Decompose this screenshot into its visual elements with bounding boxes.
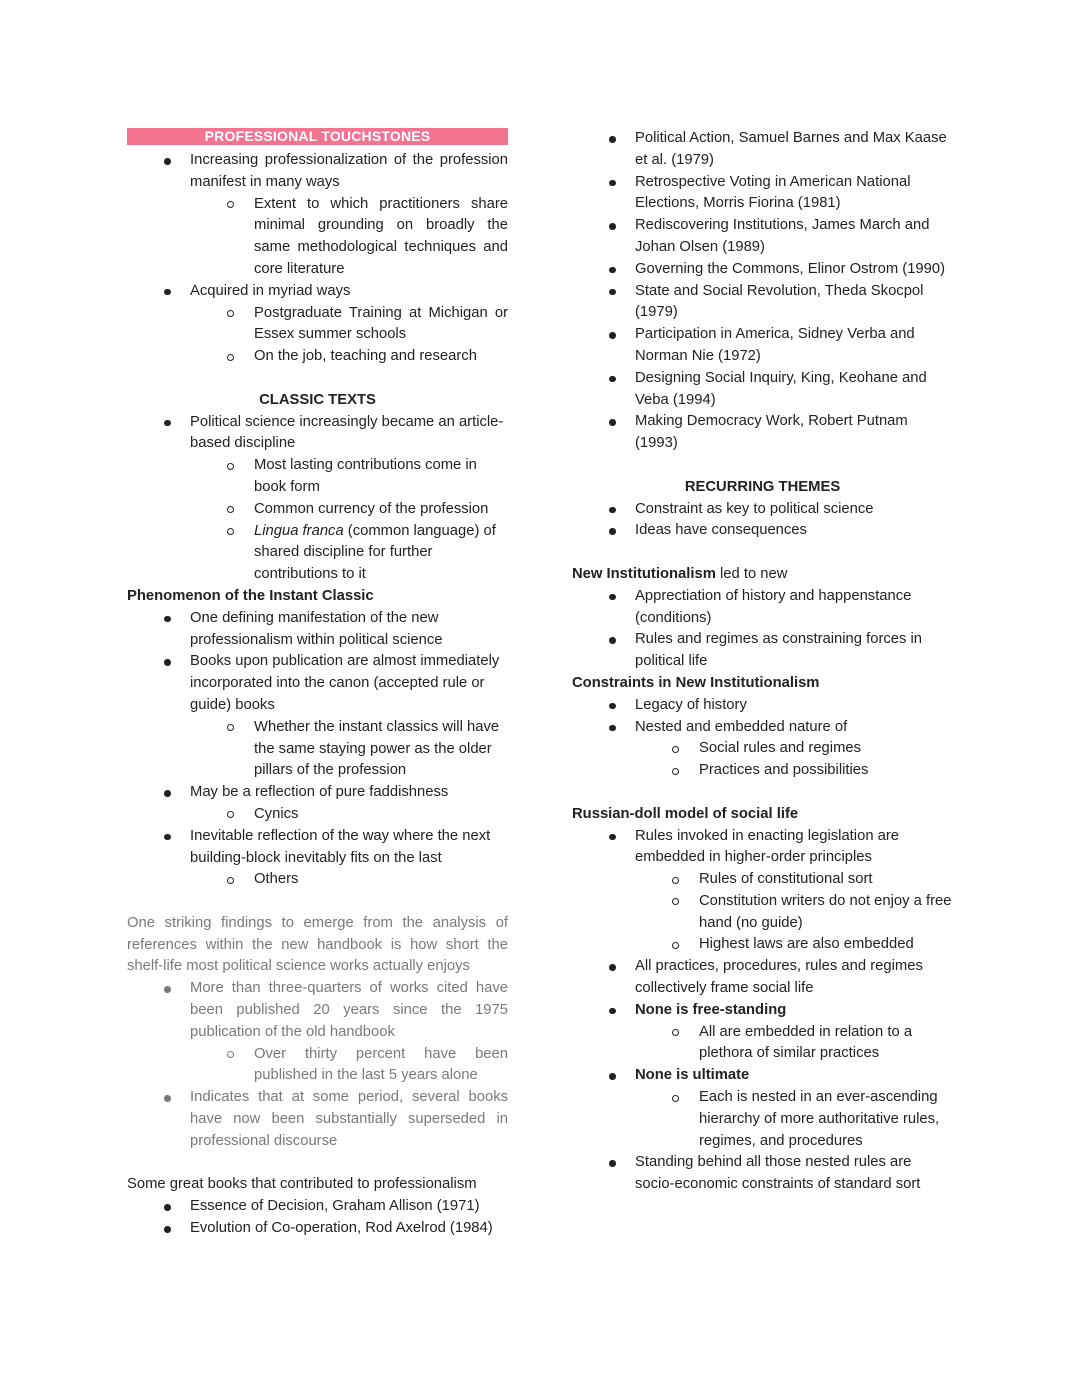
text: None is ultimate bbox=[635, 1067, 750, 1084]
bullet-icon bbox=[164, 420, 171, 427]
sub-list-item bbox=[572, 891, 953, 935]
text-run: led to new bbox=[715, 565, 788, 582]
spacer bbox=[127, 1153, 508, 1175]
list-item bbox=[127, 978, 508, 1043]
text: Whether the instant classics will have the same staying power as the older pillars of the profession bbox=[254, 718, 500, 779]
bullet-icon bbox=[164, 834, 171, 841]
subsection-heading bbox=[127, 586, 508, 608]
list-item bbox=[127, 782, 508, 804]
bullet-icon bbox=[609, 267, 616, 274]
sub-list-item bbox=[572, 1087, 953, 1152]
list-item bbox=[127, 651, 508, 716]
text: Rules invoked in enacting legislation are embedded in higher-order principles bbox=[635, 827, 900, 866]
bullet-icon bbox=[609, 594, 616, 601]
list-item bbox=[572, 411, 953, 455]
subsection-heading bbox=[572, 804, 953, 826]
bullet-icon bbox=[609, 1008, 616, 1015]
right-column bbox=[572, 128, 953, 1196]
sub-bullet-icon bbox=[672, 898, 679, 905]
text: Rediscovering Institutions, James March and Johan Olsen (1989) bbox=[635, 217, 930, 255]
text-run: New Institutionalism bbox=[572, 565, 716, 582]
sub-bullet-icon bbox=[227, 354, 234, 361]
text: Constraints in New Institutionalism bbox=[572, 674, 820, 691]
sub-bullet-icon bbox=[227, 528, 234, 535]
sub-bullet-icon bbox=[227, 811, 234, 818]
sub-bullet-icon bbox=[227, 724, 234, 731]
text: Common currency of the profession bbox=[254, 500, 489, 517]
list-item bbox=[572, 128, 953, 172]
text: Most lasting contributions come in book form bbox=[254, 457, 477, 495]
text: Rules and regimes as constraining forces in political life bbox=[635, 631, 923, 670]
text: Some great books that contributed to professionalism bbox=[127, 1176, 477, 1193]
text: Russian-doll model of social life bbox=[572, 805, 799, 822]
text: Increasing professionalization of the profession manifest in many ways bbox=[190, 152, 508, 190]
list-item bbox=[572, 1000, 953, 1022]
list-item bbox=[127, 1087, 508, 1152]
spacer bbox=[572, 542, 953, 564]
text: Books upon publication are almost immediately incorporated into the canon (accepted rule or guide) books bbox=[190, 653, 500, 713]
list-item bbox=[572, 1152, 953, 1196]
spacer bbox=[572, 455, 953, 477]
bullet-icon bbox=[164, 616, 171, 623]
bullet-icon bbox=[164, 289, 171, 296]
text: Retrospective Voting in American National Elections, Morris Fiorina (1981) bbox=[635, 173, 911, 212]
list-item bbox=[572, 499, 953, 521]
text: Each is nested in an ever-ascending hierarchy of more authoritative rules, regimes, and procedures bbox=[699, 1089, 940, 1149]
bullet-icon bbox=[609, 964, 616, 971]
list-item bbox=[572, 717, 953, 739]
text: Governing the Commons, Elinor Ostrom (1990) bbox=[635, 260, 946, 277]
text: Apprectiation of history and happenstance (conditions) bbox=[635, 587, 912, 626]
bullet-icon bbox=[609, 376, 616, 383]
text: Postgraduate Training at Michigan or Essex summer schools bbox=[254, 304, 508, 343]
sub-bullet-icon bbox=[227, 463, 234, 470]
text: Participation in America, Sidney Verba and Norman Nie (1972) bbox=[635, 326, 915, 364]
sub-bullet-icon bbox=[672, 1029, 679, 1036]
list-item bbox=[572, 956, 953, 1000]
bullet-icon bbox=[609, 507, 616, 514]
text: None is free-standing bbox=[635, 1001, 787, 1018]
sub-bullet-icon bbox=[227, 1051, 234, 1058]
list-item bbox=[127, 281, 508, 303]
sub-list-item bbox=[127, 455, 508, 499]
text: Indicates that at some period, several books have now been substantially superseded in professional discourse bbox=[190, 1089, 508, 1149]
bullet-icon bbox=[164, 790, 171, 797]
sub-list-item bbox=[572, 760, 953, 782]
bullet-icon bbox=[164, 158, 171, 165]
list-item bbox=[127, 826, 508, 870]
text: One striking findings to emerge from the analysis of references within the new handbook is how short the shelf-life most political science works actually enjoys bbox=[127, 914, 508, 975]
list-item bbox=[572, 324, 953, 368]
bullet-icon bbox=[609, 1160, 616, 1167]
text: Constitution writers do not enjoy a free hand (no guide) bbox=[699, 892, 952, 931]
text: Evolution of Co-operation, Rod Axelrod (1984) bbox=[190, 1220, 493, 1237]
text: May be a reflection of pure faddishness bbox=[190, 784, 449, 801]
list-item bbox=[127, 1218, 508, 1240]
spacer bbox=[127, 368, 508, 390]
text: All are embedded in relation to a plethora of similar practices bbox=[699, 1023, 913, 1062]
bullet-icon bbox=[609, 637, 616, 644]
text: Essence of Decision, Graham Allison (1971) bbox=[190, 1198, 480, 1215]
bullet-icon bbox=[609, 332, 616, 339]
list-item bbox=[572, 259, 953, 281]
list-item bbox=[572, 368, 953, 412]
bullet-icon bbox=[609, 136, 616, 143]
list-item bbox=[127, 150, 508, 194]
sub-bullet-icon bbox=[672, 768, 679, 775]
text: RECURRING THEMES bbox=[684, 478, 841, 495]
bullet-icon bbox=[609, 725, 616, 732]
left-column bbox=[127, 128, 508, 1240]
list-item bbox=[572, 281, 953, 325]
sub-bullet-icon bbox=[227, 506, 234, 513]
text: Standing behind all those nested rules are socio-economic constraints of standard sort bbox=[635, 1154, 921, 1193]
text: Phenomenon of the Instant Classic bbox=[127, 587, 374, 604]
list-item bbox=[572, 1065, 953, 1087]
sub-bullet-icon bbox=[672, 1095, 679, 1102]
text: Ideas have consequences bbox=[635, 522, 807, 539]
section-heading bbox=[572, 477, 953, 499]
sub-list-item bbox=[127, 303, 508, 347]
sub-list-item bbox=[572, 934, 953, 956]
text: Constraint as key to political science bbox=[635, 500, 874, 517]
bullet-icon bbox=[164, 1095, 171, 1102]
bullet-icon bbox=[609, 528, 616, 535]
text: All practices, procedures, rules and regimes collectively frame social life bbox=[635, 958, 923, 997]
bullet-icon bbox=[609, 703, 616, 710]
sub-list-item bbox=[127, 521, 508, 586]
sub-list-item bbox=[127, 499, 508, 521]
sub-list-item bbox=[127, 1044, 508, 1088]
bullet-icon bbox=[164, 659, 171, 666]
subsection-heading bbox=[572, 564, 953, 586]
bullet-icon bbox=[609, 180, 616, 187]
section-banner bbox=[127, 128, 508, 145]
sub-list-item bbox=[127, 717, 508, 782]
section-heading bbox=[127, 390, 508, 412]
sub-bullet-icon bbox=[227, 877, 234, 884]
text: On the job, teaching and research bbox=[254, 348, 477, 365]
sub-bullet-icon bbox=[672, 877, 679, 884]
subsection-heading bbox=[572, 673, 953, 695]
sub-list-item bbox=[127, 194, 508, 281]
list-item bbox=[572, 172, 953, 216]
bullet-icon bbox=[609, 834, 616, 841]
sub-bullet-icon bbox=[672, 746, 679, 753]
sub-list-item bbox=[572, 738, 953, 760]
text: Nested and embedded nature of bbox=[635, 718, 848, 735]
list-item bbox=[127, 412, 508, 456]
text: Political Action, Samuel Barnes and Max Kaase et al. (1979) bbox=[635, 130, 947, 168]
list-item bbox=[572, 629, 953, 673]
text: One defining manifestation of the new professionalism within political science bbox=[190, 609, 443, 648]
text: Social rules and regimes bbox=[699, 740, 862, 757]
text: Over thirty percent have been published in the last 5 years alone bbox=[254, 1045, 508, 1084]
bullet-icon bbox=[164, 1226, 171, 1233]
text: Making Democracy Work, Robert Putnam (1993) bbox=[635, 413, 908, 452]
list-item bbox=[572, 586, 953, 630]
text: Rules of constitutional sort bbox=[699, 871, 873, 888]
spacer bbox=[572, 782, 953, 804]
list-item bbox=[572, 215, 953, 259]
sub-list-item bbox=[572, 869, 953, 891]
text: Extent to which practitioners share minimal grounding on broadly the same methodological techniques and core literature bbox=[254, 195, 508, 277]
text: State and Social Revolution, Theda Skocpol (1979) bbox=[635, 282, 924, 321]
bullet-icon bbox=[164, 1204, 171, 1211]
bullet-icon bbox=[609, 419, 616, 426]
text: Legacy of history bbox=[635, 696, 747, 713]
bullet-icon bbox=[609, 223, 616, 230]
spacer bbox=[127, 891, 508, 913]
paragraph bbox=[127, 1174, 508, 1196]
list-item bbox=[572, 826, 953, 870]
list-item bbox=[572, 695, 953, 717]
text: PROFESSIONAL TOUCHSTONES bbox=[204, 128, 431, 144]
text-run: (common language) of shared discipline for further contributions to it bbox=[254, 522, 496, 583]
text: Cynics bbox=[254, 805, 299, 822]
sub-list-item bbox=[127, 869, 508, 891]
list-item bbox=[572, 520, 953, 542]
text: More than three-quarters of works cited have been published 20 years since the 1975 publication of the old handbook bbox=[190, 980, 508, 1040]
text-run: Lingua franca bbox=[254, 522, 344, 539]
sub-list-item bbox=[572, 1022, 953, 1066]
bullet-icon bbox=[609, 289, 616, 296]
sub-list-item bbox=[127, 346, 508, 368]
text: Practices and possibilities bbox=[699, 762, 869, 779]
text: Acquired in myriad ways bbox=[190, 282, 351, 299]
sub-bullet-icon bbox=[672, 942, 679, 949]
text: Designing Social Inquiry, King, Keohane and Veba (1994) bbox=[635, 369, 927, 408]
text: Inevitable reflection of the way where the next building-block inevitably fits on the last bbox=[190, 827, 491, 866]
text: Highest laws are also embedded bbox=[699, 936, 914, 953]
bullet-icon bbox=[609, 1073, 616, 1080]
paragraph bbox=[127, 913, 508, 978]
sub-bullet-icon bbox=[227, 201, 234, 208]
text: Political science increasingly became an article-based discipline bbox=[190, 413, 504, 452]
list-item bbox=[127, 608, 508, 652]
list-item bbox=[127, 1196, 508, 1218]
text: Others bbox=[254, 871, 299, 888]
sub-list-item bbox=[127, 804, 508, 826]
sub-bullet-icon bbox=[227, 310, 234, 317]
bullet-icon bbox=[164, 986, 171, 993]
text: CLASSIC TEXTS bbox=[259, 391, 376, 408]
